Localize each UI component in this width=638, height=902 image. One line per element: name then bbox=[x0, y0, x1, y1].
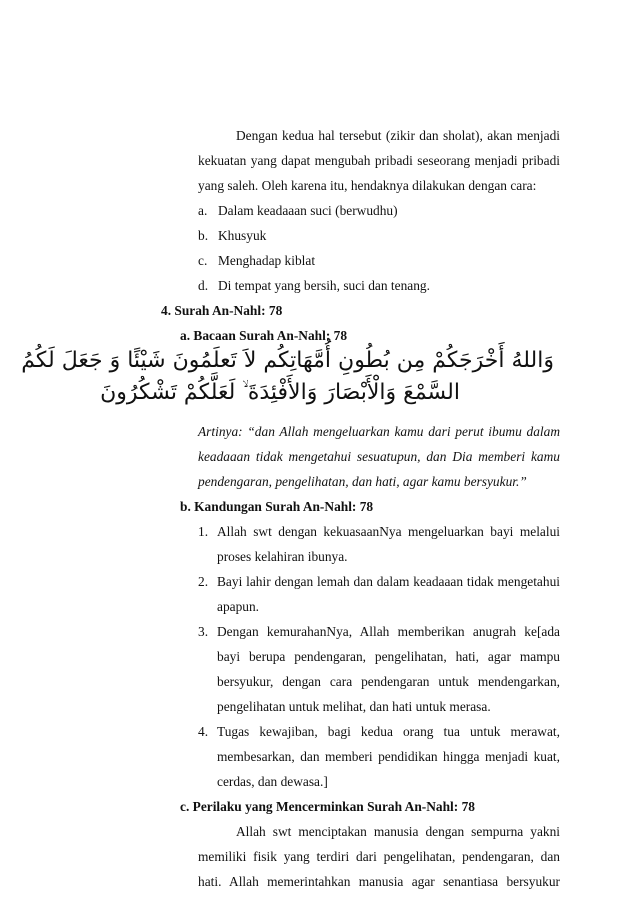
paragraph-line: memiliki fisik yang terdiri dari pengelihatan, pendengaran, dan bbox=[198, 849, 560, 864]
list-item-text: Allah swt dengan kekuasaanNya mengeluarkan bayi melalui bbox=[217, 524, 560, 539]
list-marker: b. bbox=[198, 228, 209, 243]
paragraph-line: yang saleh. Oleh karena itu, hendaknya dilakukan dengan cara: bbox=[198, 178, 537, 193]
list-item-text: Menghadap kiblat bbox=[218, 253, 316, 268]
list-marker: c. bbox=[198, 253, 208, 268]
list-item bbox=[198, 228, 266, 244]
list-item-text: Dalam keadaaan suci (berwudhu) bbox=[218, 203, 398, 218]
list-item-text: Tugas kewajiban, bagi kedua orang tua untuk merawat, bbox=[217, 724, 560, 739]
translation-line: keadaaan tidak mengetahui sesuatupun, dan Dia memberi kamu bbox=[198, 449, 560, 464]
list-marker: d. bbox=[198, 278, 209, 293]
translation-line: Artinya: “dan Allah mengeluarkan kamu dari perut ibumu dalam bbox=[198, 424, 560, 439]
list-item bbox=[198, 278, 430, 294]
list-item bbox=[198, 253, 315, 269]
list-item-text: apapun. bbox=[217, 599, 260, 614]
subsection-heading: c. Perilaku yang Mencerminkan Surah An-Nahl: 78 bbox=[180, 799, 475, 814]
arabic-verse-line: وَاللهُ أَخْرَجَكُمْ مِن بُطُونِ أُمَّهَاتِكُم لاَ تَعلَمُونَ شَيْئًا وَ جَعَلَ لَكُمُ bbox=[21, 348, 554, 373]
list-marker: 4. bbox=[198, 724, 209, 739]
list-item-text: bayi berupa pendengaran, pengelihatan, hati, agar mampu bbox=[217, 649, 560, 664]
paragraph-line: hati. Allah memerintahkan manusia agar senantiasa bersyukur bbox=[198, 874, 560, 889]
paragraph-line: Allah swt menciptakan manusia dengan sempurna yakni bbox=[236, 824, 560, 839]
list-marker: a. bbox=[198, 203, 208, 218]
list-item-text: cerdas, dan dewasa.] bbox=[217, 774, 328, 789]
translation-line: pendengaran, pengelihatan, dan hati, agar kamu bersyukur.” bbox=[198, 474, 527, 489]
list-marker: 2. bbox=[198, 574, 209, 589]
paragraph-line: kekuatan yang dapat mengubah pribadi seseorang menjadi pribadi bbox=[198, 153, 560, 168]
list-item bbox=[198, 203, 398, 219]
list-marker: 3. bbox=[198, 624, 209, 639]
list-item-text: membesarkan, dan memberi pendidikan hingga menjadi kuat, bbox=[217, 749, 560, 764]
subsection-heading: b. Kandungan Surah An-Nahl: 78 bbox=[180, 499, 374, 514]
list-item-text: Dengan kemurahanNya, Allah memberikan anugrah ke[ada bbox=[217, 624, 560, 639]
list-item-text: Bayi lahir dengan lemah dan dalam keadaaan tidak mengetahui bbox=[217, 574, 560, 589]
list-marker: 1. bbox=[198, 524, 209, 539]
section-heading: 4. Surah An-Nahl: 78 bbox=[161, 303, 283, 318]
list-item-text: proses kelahiran ibunya. bbox=[217, 549, 348, 564]
paragraph-line: Dengan kedua hal tersebut (zikir dan sholat), akan menjadi bbox=[236, 128, 560, 143]
list-item-text: Di tempat yang bersih, suci dan tenang. bbox=[218, 278, 430, 293]
list-item-text: Khusyuk bbox=[218, 228, 267, 243]
list-item-text: pengelihatan untuk melihat, dan hati untuk merasa. bbox=[217, 699, 491, 714]
subsection-heading: a. Bacaan Surah An-Nahl: 78 bbox=[180, 328, 348, 343]
arabic-verse-line: السَّمْعَ وَالْأَبْصَارَ وَالأَفْئِدَةَ ۙ لَعَلَّكُمْ تَشْكُرُونَ bbox=[100, 380, 460, 405]
list-item-text: bersyukur, dengan cara pendengaran untuk mendengarkan, bbox=[217, 674, 560, 689]
